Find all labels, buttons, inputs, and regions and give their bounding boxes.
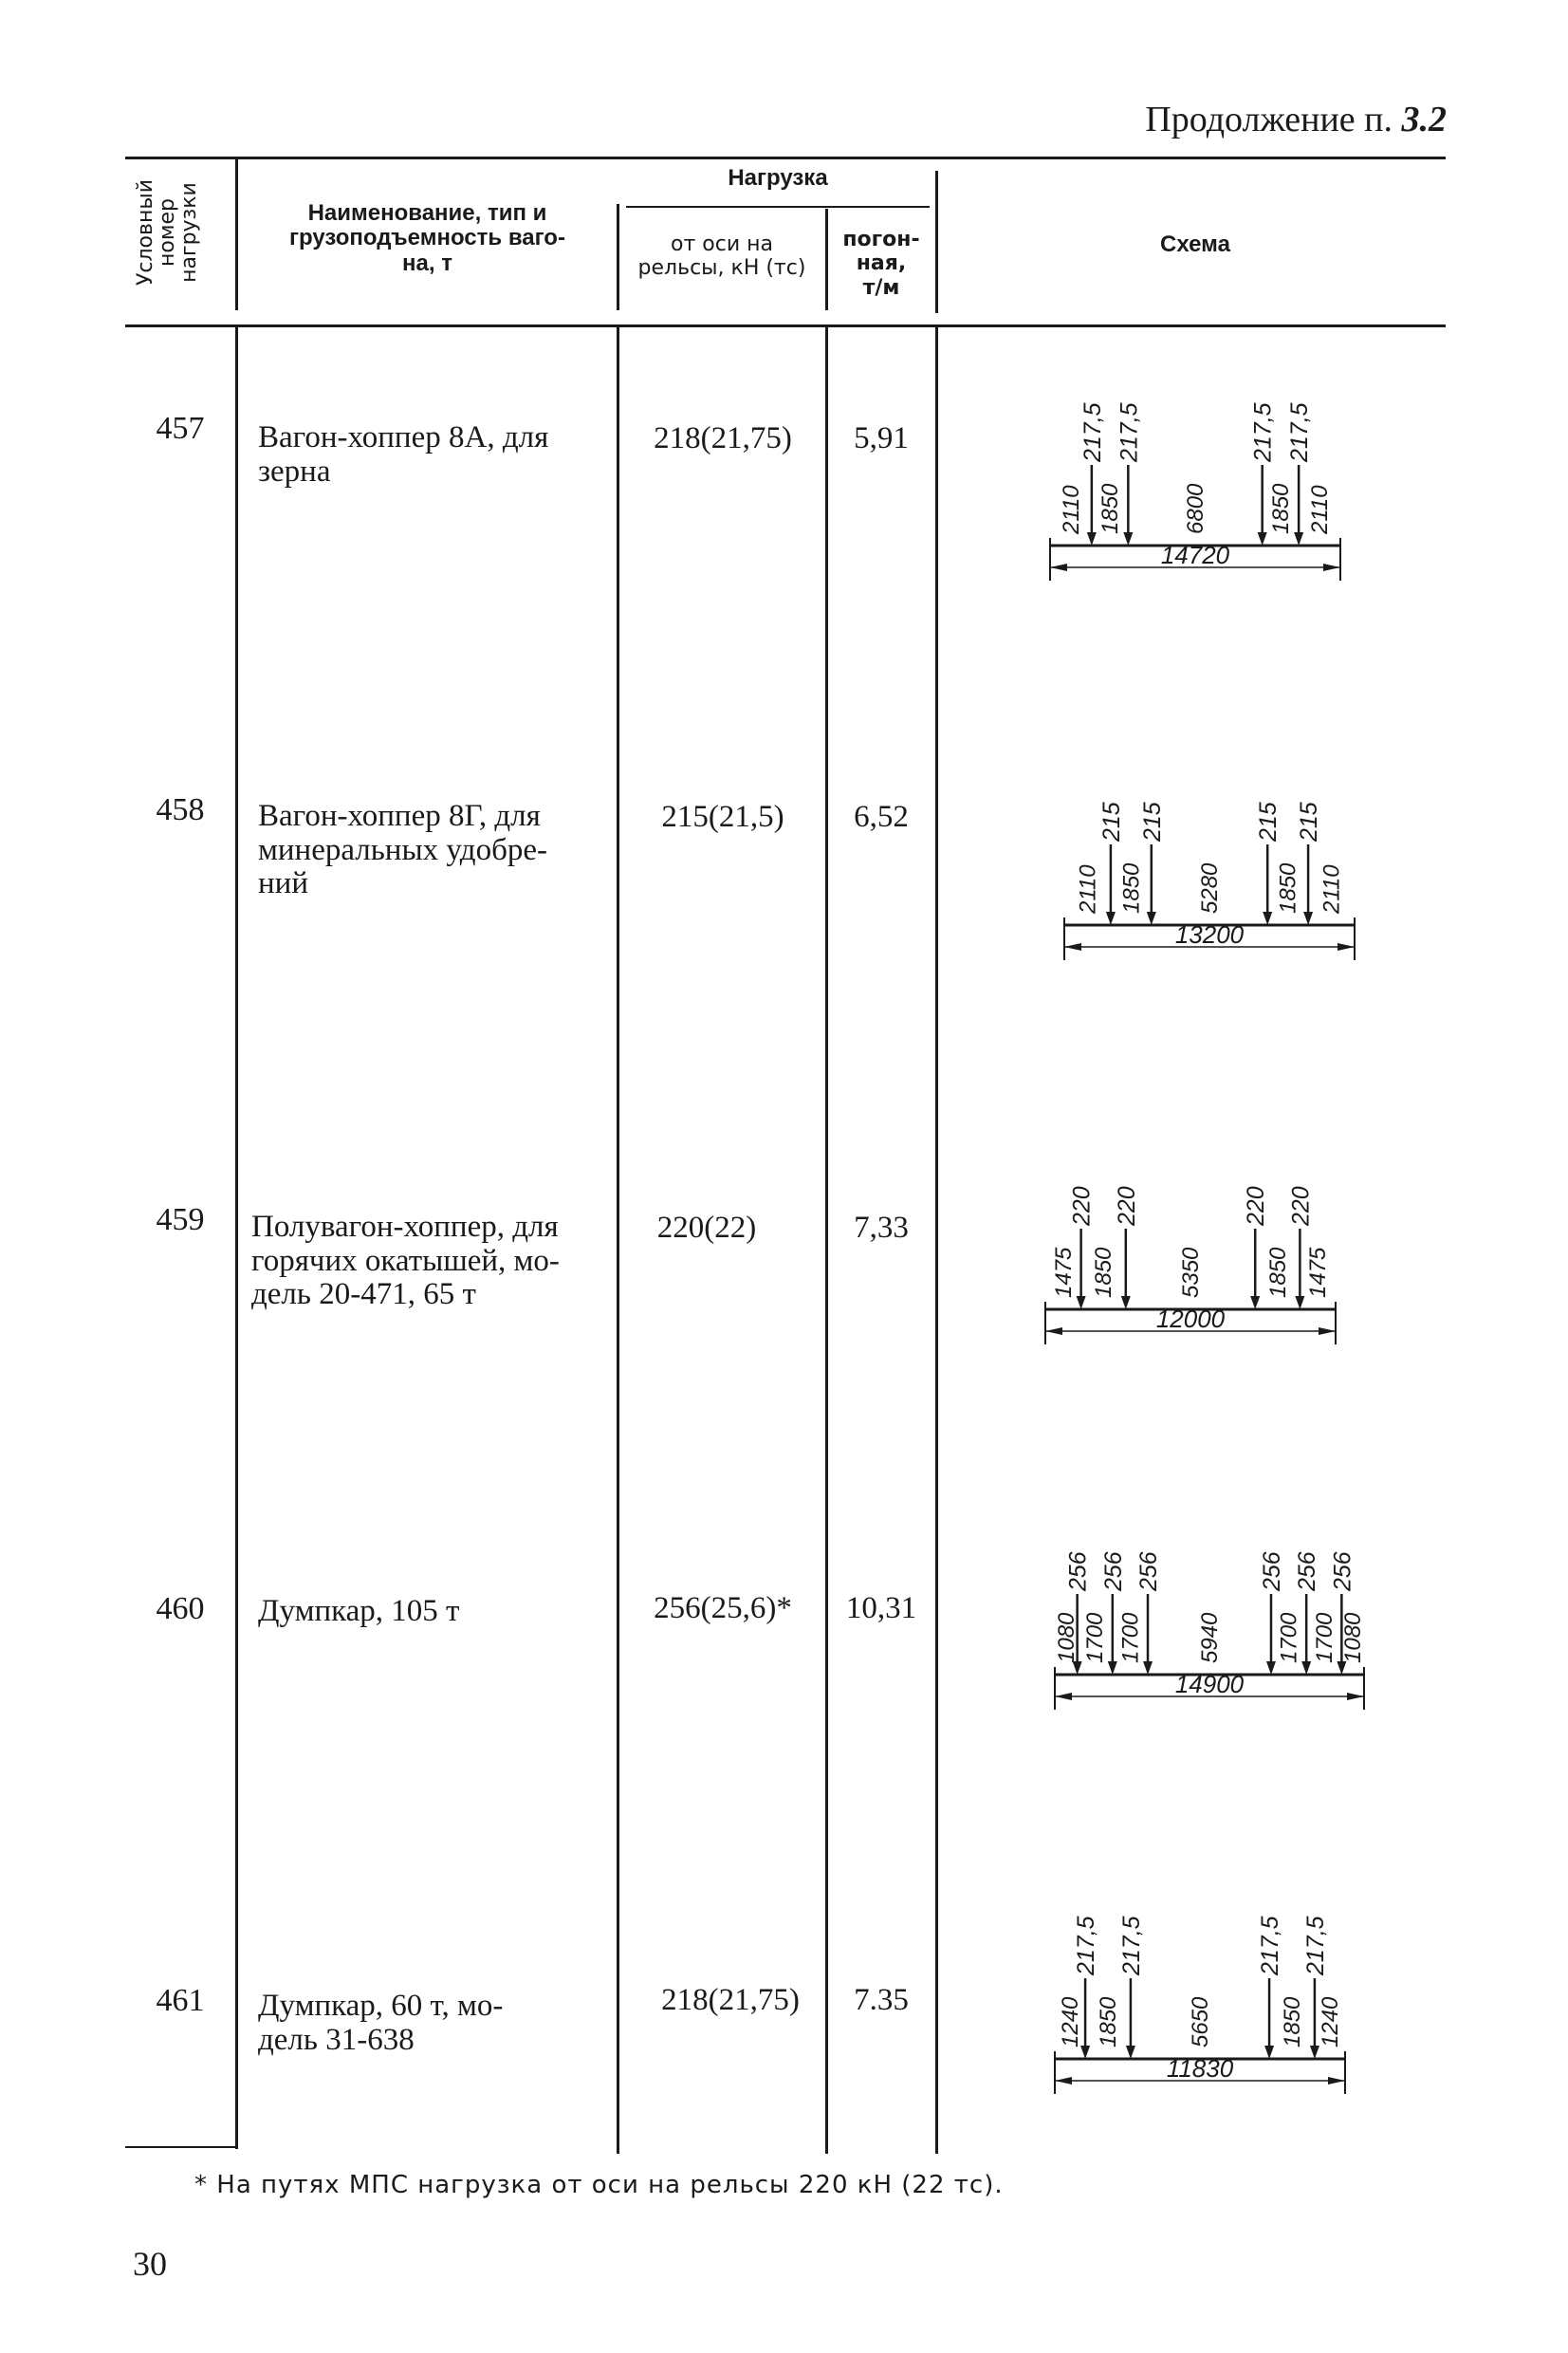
scheme-spacing: 1700 xyxy=(1276,1612,1302,1663)
scheme-spacing: 1700 xyxy=(1117,1612,1144,1663)
scheme-axle-arrowhead xyxy=(1266,1661,1276,1675)
scheme-spacing: 2110 xyxy=(1319,864,1345,914)
scheme-dim-arrow xyxy=(1050,564,1067,571)
scheme-dim-arrow xyxy=(1055,2077,1072,2084)
scheme-axle-arrowhead xyxy=(1077,1296,1086,1309)
row-name: Вагон-хоппер 8Г, для минеральных удобре- ний xyxy=(258,799,548,901)
scheme-spacing: 1700 xyxy=(1311,1612,1337,1663)
row-number: 458 xyxy=(156,792,205,827)
scheme-459 xyxy=(1034,1139,1347,1385)
scheme-spacing: 1850 xyxy=(1096,1996,1122,2047)
table-top-rule xyxy=(125,157,1446,159)
row-name: Думпкар, 60 т, мо- дель 31-638 xyxy=(258,1989,504,2057)
row-linear-load: 7.35 xyxy=(854,1983,909,2017)
scheme-axle-arrowhead xyxy=(1147,912,1156,925)
scheme-total-length: 13200 xyxy=(1174,920,1245,949)
scheme-spacing: 1475 xyxy=(1305,1247,1332,1298)
scheme-axle-arrowhead xyxy=(1263,912,1272,925)
table-bottom-rule xyxy=(125,2146,237,2148)
scheme-axle-load: 256 xyxy=(1294,1551,1321,1591)
col-line-4 xyxy=(935,327,938,2154)
row-number: 461 xyxy=(156,1983,205,2018)
footnote: * На путях МПС нагрузка от оси на рельсы 220 кН (22 тс). xyxy=(194,2171,1004,2199)
scheme-axle-arrowhead xyxy=(1295,1296,1304,1309)
scheme-axle-load: 220 xyxy=(1068,1186,1096,1226)
scheme-axle-load: 256 xyxy=(1099,1551,1127,1591)
header-bottom-rule xyxy=(125,324,1446,327)
scheme-dim-arrow xyxy=(1328,2077,1345,2084)
scheme-spacing: 1080 xyxy=(1053,1612,1079,1663)
scheme-spacing: 1850 xyxy=(1275,862,1301,914)
row-name: Думпкар, 105 т xyxy=(258,1594,460,1628)
scheme-dim-arrow xyxy=(1347,1693,1364,1700)
scheme-axle-load: 217,5 xyxy=(1116,402,1143,462)
continuation-ref: 3.2 xyxy=(1401,100,1447,139)
row-linear-load: 5,91 xyxy=(854,421,909,455)
continuation-label xyxy=(1145,99,1447,140)
row-axle-load: 218(21,75) xyxy=(661,1983,800,2017)
scheme-dim-arrow xyxy=(1323,564,1340,571)
scheme-axle-load: 217,5 xyxy=(1079,402,1106,462)
scheme-total-length: 12000 xyxy=(1155,1305,1226,1333)
scheme-spacing: 2110 xyxy=(1307,485,1334,534)
scheme-axle-arrowhead xyxy=(1087,532,1097,546)
scheme-spacing: 5280 xyxy=(1197,862,1223,914)
scheme-axle-load: 217,5 xyxy=(1249,402,1277,462)
scheme-axle-load: 256 xyxy=(1064,1551,1092,1591)
row-axle-load: 215(21,5) xyxy=(661,800,784,834)
scheme-spacing: 5650 xyxy=(1188,1996,1213,2047)
scheme-spacing: 1850 xyxy=(1279,1996,1305,2047)
col-line-3 xyxy=(825,327,828,2154)
row-axle-load: 220(22) xyxy=(656,1211,757,1245)
scheme-spacing: 1080 xyxy=(1340,1612,1367,1663)
row-name: Полувагон-хоппер, для горячих окатышей, мо- дель 20-471, 65 т xyxy=(251,1210,560,1312)
row-name: Вагон-хоппер 8А, для зерна xyxy=(258,420,549,489)
scheme-axle-arrowhead xyxy=(1121,1296,1131,1309)
linear-load-header: погон- ная, т/м xyxy=(842,228,920,300)
scheme-dim-arrow xyxy=(1064,943,1081,951)
scheme-458 xyxy=(1053,754,1366,1001)
scheme-spacing: 5940 xyxy=(1197,1612,1223,1663)
scheme-axle-arrowhead xyxy=(1123,532,1133,546)
scheme-spacing: 1850 xyxy=(1098,483,1124,534)
scheme-spacing: 2110 xyxy=(1075,864,1101,914)
scheme-axle-arrowhead xyxy=(1108,1661,1117,1675)
scheme-spacing: 1850 xyxy=(1091,1247,1117,1298)
scheme-dim-arrow xyxy=(1337,943,1355,951)
scheme-axle-load: 217,5 xyxy=(1257,1916,1284,1975)
scheme-spacing: 5350 xyxy=(1178,1247,1204,1298)
row-number: 460 xyxy=(156,1591,205,1626)
scheme-spacing: 1850 xyxy=(1264,1247,1291,1298)
scheme-dim-arrow xyxy=(1319,1327,1336,1335)
scheme-axle-load: 256 xyxy=(1329,1551,1356,1591)
scheme-axle-arrowhead xyxy=(1250,1296,1260,1309)
scheme-spacing: 1240 xyxy=(1058,1996,1084,2047)
scheme-axle-arrowhead xyxy=(1303,912,1313,925)
row-axle-load: 218(21,75) xyxy=(654,421,792,455)
row-axle-load: 256(25,6)* xyxy=(654,1591,792,1625)
scheme-spacing: 1850 xyxy=(1118,862,1145,914)
row-linear-load: 6,52 xyxy=(854,800,909,834)
scheme-total-length: 14720 xyxy=(1160,541,1230,569)
load-group-header: Нагрузка xyxy=(728,165,828,191)
row-number: 457 xyxy=(156,411,205,446)
col-line-1 xyxy=(235,327,238,2149)
scheme-dim-arrow xyxy=(1055,1693,1072,1700)
page-number: 30 xyxy=(133,2245,167,2283)
scheme-axle-arrowhead xyxy=(1294,532,1303,546)
row-linear-load: 10,31 xyxy=(845,1591,917,1625)
scheme-460 xyxy=(1043,1504,1375,1751)
scheme-total-length: 14900 xyxy=(1174,1670,1245,1698)
row-linear-load: 7,33 xyxy=(854,1211,909,1245)
scheme-dim-arrow xyxy=(1045,1327,1062,1335)
scheme-axle-load: 220 xyxy=(1243,1186,1270,1226)
continuation-text: Продолжение п. xyxy=(1145,100,1393,139)
scheme-axle-load: 215 xyxy=(1255,802,1282,842)
scheme-axle-load: 220 xyxy=(1287,1186,1315,1226)
scheme-spacing: 1240 xyxy=(1317,1996,1343,2047)
scheme-total-length: 11830 xyxy=(1166,2054,1234,2083)
scheme-461 xyxy=(1043,1888,1356,2135)
load-subheader-rule xyxy=(626,206,930,208)
scheme-spacing: 1475 xyxy=(1050,1247,1077,1298)
col-line-4-head xyxy=(935,171,938,313)
axle-load-header: от оси на рельсы, кН (тс) xyxy=(637,232,806,281)
scheme-axle-load: 217,5 xyxy=(1286,402,1314,462)
scheme-axle-arrowhead xyxy=(1258,532,1267,546)
scheme-axle-load: 217,5 xyxy=(1301,1916,1329,1975)
scheme-axle-arrowhead xyxy=(1126,2046,1135,2059)
scheme-spacing: 1850 xyxy=(1267,483,1294,534)
scheme-axle-load: 215 xyxy=(1296,802,1323,842)
col-name-header: Наименование, тип и грузоподъемность ваго- на, т xyxy=(289,200,565,276)
scheme-axle-load: 217,5 xyxy=(1073,1916,1100,1975)
scheme-457 xyxy=(1039,375,1352,621)
row-number: 459 xyxy=(156,1202,205,1237)
scheme-axle-arrowhead xyxy=(1106,912,1116,925)
scheme-axle-load: 215 xyxy=(1138,802,1166,842)
scheme-axle-arrowhead xyxy=(1264,2046,1274,2059)
scheme-axle-load: 256 xyxy=(1135,1551,1163,1591)
col-line-1-head xyxy=(235,157,238,310)
scheme-axle-arrowhead xyxy=(1143,1661,1153,1675)
scheme-spacing: 6800 xyxy=(1183,483,1208,534)
scheme-axle-load: 217,5 xyxy=(1117,1916,1145,1975)
scheme-spacing: 1700 xyxy=(1082,1612,1109,1663)
scheme-axle-arrowhead xyxy=(1301,1661,1311,1675)
col-number-header: Условный номер нагрузки xyxy=(134,178,202,287)
scheme-header: Схема xyxy=(1160,232,1230,257)
scheme-axle-load: 215 xyxy=(1098,802,1125,842)
scheme-axle-load: 256 xyxy=(1258,1551,1285,1591)
scheme-axle-load: 220 xyxy=(1113,1186,1140,1226)
scheme-spacing: 2110 xyxy=(1058,485,1084,534)
